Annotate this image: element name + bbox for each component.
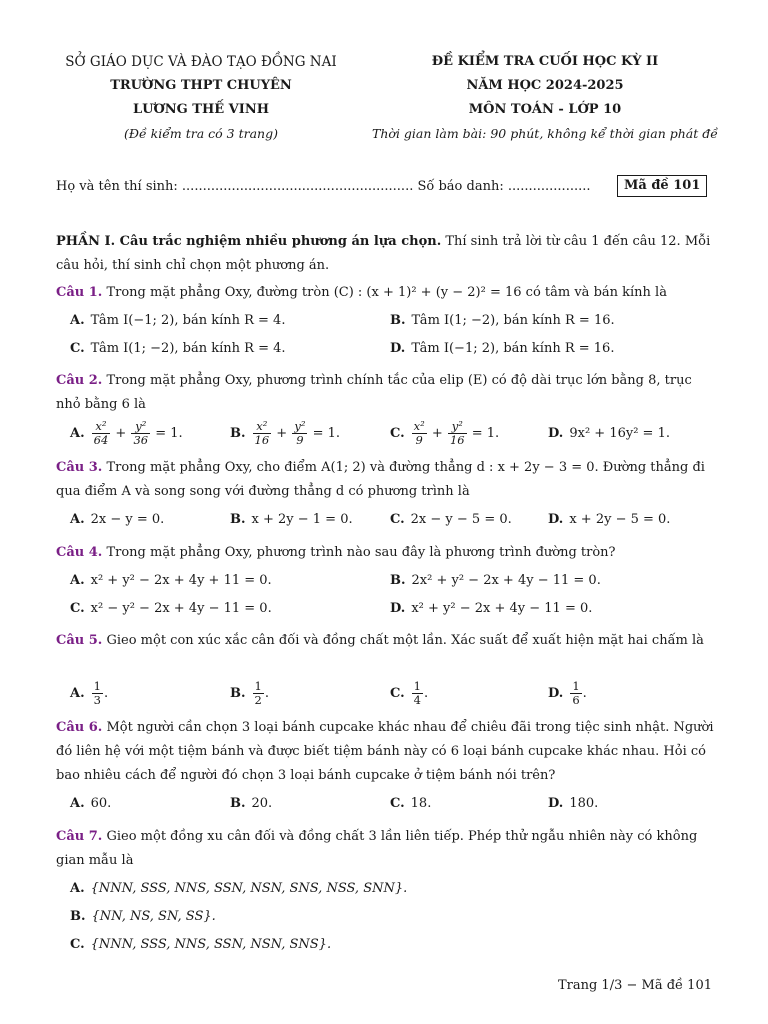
q1-option-a[interactable]: A. Tâm I(−1; 2), bán kính R = 4. — [70, 313, 286, 328]
question-6 — [56, 716, 716, 788]
q6-option-b[interactable]: B. 20. — [230, 796, 273, 811]
question-6-label: Câu 6. — [56, 720, 103, 735]
question-7-text: Gieo một đồng xu cân đối và đồng chất 3 lần liên tiếp. Phép thử ngẫu nhiên này có không gian mẫu là — [56, 829, 698, 868]
question-5-text: Gieo một con xúc xắc cân đối và đồng chất một lần. Xác suất để xuất hiện mặt hai chấm là — [106, 633, 704, 648]
school-name-line2: LƯƠNG THẾ VINH — [132, 102, 270, 117]
question-1-text: Trong mặt phẳng Oxy, đường tròn (C) : (x + 1)² + (y − 2)² = 16 có tâm và bán kính là — [106, 285, 667, 300]
pages-note: (Đề kiểm tra có 3 trang) — [124, 126, 278, 141]
q3-option-c[interactable]: C. 2x − y − 5 = 0. — [390, 512, 512, 527]
q4-option-d[interactable]: D. x² + y² − 2x + 4y − 11 = 0. — [390, 601, 593, 616]
q4-option-c[interactable]: C. x² − y² − 2x + 4y − 11 = 0. — [70, 601, 272, 616]
question-5-label: Câu 5. — [56, 633, 103, 648]
page-number: Trang 1/3 — [557, 978, 623, 993]
question-3-text: Trong mặt phẳng Oxy, cho điểm A(1; 2) và đường thẳng d : x + 2y − 3 = 0. Đường thẳng đi qua điểm A và song song với đường thẳng d có phương trình là — [56, 460, 705, 499]
header-right — [355, 50, 735, 146]
footer-separator: − — [622, 978, 642, 993]
q7-option-c[interactable]: C. {NNN, SSS, NNS, SSN, NSN, SNS}. — [70, 937, 332, 952]
exam-title: ĐỀ KIỂM TRA CUỐI HỌC KỲ II — [431, 54, 659, 69]
q1-option-b[interactable]: B. Tâm I(1; −2), bán kính R = 16. — [390, 313, 615, 328]
time-note: Thời gian làm bài: 90 phút, không kể thời gian phát đề — [372, 126, 718, 141]
q1-option-c[interactable]: C. Tâm I(1; −2), bán kính R = 4. — [70, 341, 286, 356]
question-4 — [56, 541, 716, 565]
page-footer — [500, 976, 712, 996]
question-4-label: Câu 4. — [56, 545, 103, 560]
question-5 — [56, 629, 716, 653]
q2-option-d[interactable]: D. 9x² + 16y² = 1. — [548, 426, 670, 441]
q1-option-d[interactable]: D. Tâm I(−1; 2), bán kính R = 16. — [390, 341, 615, 356]
q4-option-b[interactable]: B. 2x² + y² − 2x + 4y − 11 = 0. — [390, 573, 601, 588]
question-2-text: Trong mặt phẳng Oxy, phương trình chính tắc của elip (E) có độ dài trục lớn bằng 8, trục nhỏ bằng 6 là — [56, 373, 692, 412]
q2-option-a[interactable]: A. $\frac{\text{x²}}{64}$ + $\frac{\text{y²}}{36}$ = 1. — [70, 419, 183, 447]
q5-option-b[interactable]: B. $\frac{1}{2}$ . — [230, 679, 269, 707]
q2-option-c[interactable]: C. $\frac{\text{x²}}{9}$ + $\frac{\text{y²}}{16}$ = 1. — [390, 419, 500, 447]
q5-option-c[interactable]: C. $\frac{1}{4}$ . — [390, 679, 429, 707]
question-3 — [56, 456, 716, 504]
school-year: NĂM HỌC 2024-2025 — [466, 78, 624, 93]
student-name-field: Họ và tên thí sinh: ........................................................ — [56, 179, 414, 194]
q6-option-d[interactable]: D. 180. — [548, 796, 599, 811]
question-4-text: Trong mặt phẳng Oxy, phương trình nào sau đây là phương trình đường tròn? — [106, 545, 616, 560]
question-6-text: Một người cần chọn 3 loại bánh cupcake khác nhau để chiêu đãi trong tiệc sinh nhật. Người đó liên hệ với một tiệm bánh và được biết tiệm bánh này có 6 loại bánh cupcake khác nhau. Hỏi có bao nhiêu cách để người đó chọn 3 loại bánh cupcake ở tiệm bánh nói trên? — [56, 720, 714, 783]
department-name: SỞ GIÁO DỤC VÀ ĐÀO TẠO ĐỒNG NAI — [65, 54, 337, 70]
subject-title: MÔN TOÁN - LỚP 10 — [468, 102, 622, 117]
exam-code-box: Mã đề 101 — [617, 175, 707, 197]
school-name-line1: TRƯỜNG THPT CHUYÊN — [110, 78, 292, 93]
question-2 — [56, 369, 716, 417]
q3-option-b[interactable]: B. x + 2y − 1 = 0. — [230, 512, 353, 527]
q2-option-b[interactable]: B. $\frac{\text{x²}}{16}$ + $\frac{\text{y²}}{9}$ = 1. — [230, 419, 341, 447]
question-1-label: Câu 1. — [56, 285, 103, 300]
q6-option-c[interactable]: C. 18. — [390, 796, 432, 811]
question-7-label: Câu 7. — [56, 829, 103, 844]
q5-option-d[interactable]: D. $\frac{1}{6}$ . — [548, 679, 587, 707]
q3-option-d[interactable]: D. x + 2y − 5 = 0. — [548, 512, 671, 527]
q7-option-a[interactable]: A. {NNN, SSS, NNS, SSN, NSN, SNS, NSS, SNN}. — [70, 881, 408, 896]
section-1-instruction: Thí sinh trả lời từ câu 1 đến câu 12. Mỗi câu hỏi, thí sinh chỉ chọn một phương án. — [56, 234, 711, 273]
question-1 — [56, 281, 716, 305]
section-1-title: PHẦN I. Câu trắc nghiệm nhiều phương án lựa chọn. — [56, 234, 442, 249]
footer-exam-code: Mã đề 101 — [641, 978, 712, 993]
q3-option-a[interactable]: A. 2x − y = 0. — [70, 512, 165, 527]
section-1-heading — [56, 230, 716, 278]
header-left — [40, 50, 362, 146]
q5-option-a[interactable]: A. $\frac{1}{3}$ . — [70, 679, 109, 707]
question-7 — [56, 825, 716, 873]
question-2-label: Câu 2. — [56, 373, 103, 388]
q4-option-a[interactable]: A. x² + y² − 2x + 4y + 11 = 0. — [70, 573, 272, 588]
q6-option-a[interactable]: A. 60. — [70, 796, 112, 811]
student-id-field: Số báo danh: .................... — [417, 179, 591, 194]
q7-option-b[interactable]: B. {NN, NS, SN, SS}. — [70, 909, 216, 924]
question-3-label: Câu 3. — [56, 460, 103, 475]
